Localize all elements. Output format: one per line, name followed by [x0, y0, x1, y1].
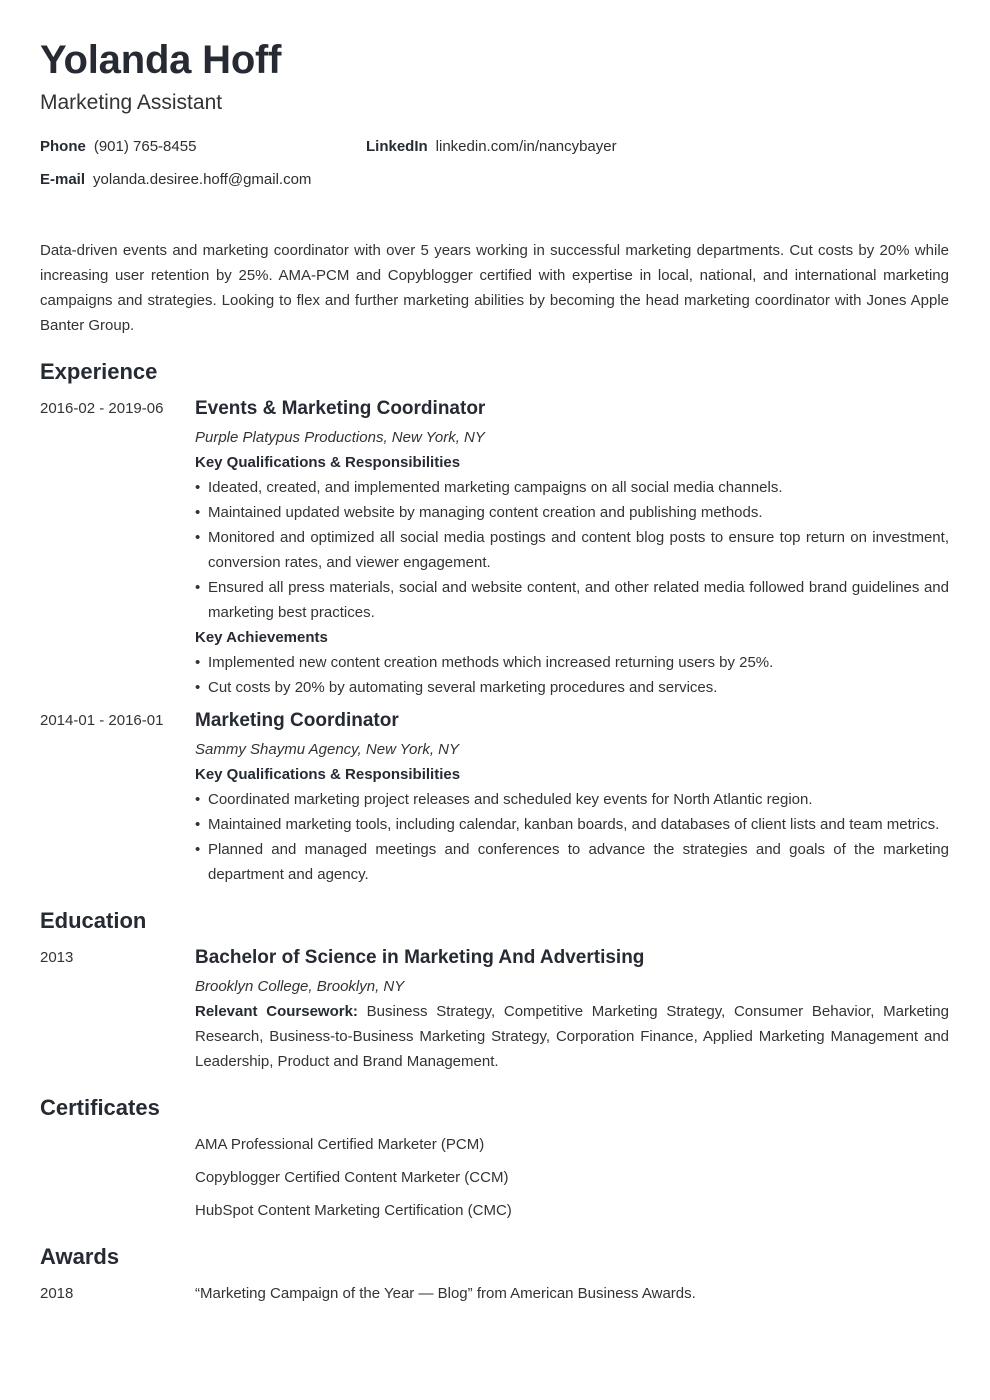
- entry-body: [195, 945, 949, 1074]
- list-item: • Maintained marketing tools, including calendar, kanban boards, and databases of client lists and team metrics.: [195, 812, 949, 837]
- certificates-list: [40, 1132, 949, 1223]
- achievements-list: [195, 650, 949, 700]
- contact-linkedin: [366, 138, 617, 155]
- qualifications-list: [195, 787, 949, 887]
- entry-title: Marketing Coordinator: [195, 710, 399, 731]
- linkedin-label: LinkedIn: [366, 138, 428, 155]
- section-title-certificates: Certificates: [40, 1095, 160, 1120]
- list-item: • Implemented new content creation methods which increased returning users by 25%.: [195, 650, 949, 675]
- experience-entry: [40, 708, 949, 887]
- coursework-text: Business Strategy, Competitive Marketing Strategy, Consumer Behavior, Marketing Research, Business-to-Business Marketing Strategy, Corporation Finance, Applied Marketing Management and Leadership, Product and Brand Management.: [195, 1003, 949, 1070]
- list-item: • Ensured all press materials, social and website content, and other related media followed brand guidelines and marketing best practices.: [195, 575, 949, 625]
- entry-company: Purple Platypus Productions, New York, NY: [195, 429, 485, 446]
- award-year: 2018: [40, 1285, 74, 1302]
- list-item: HubSpot Content Marketing Certification (CMC): [195, 1202, 512, 1219]
- list-item: Copyblogger Certified Content Marketer (CCM): [195, 1169, 509, 1186]
- contact-phone: [40, 138, 196, 155]
- degree-title: Bachelor of Science in Marketing And Advertising: [195, 947, 645, 968]
- list-item: • Planned and managed meetings and conferences to advance the strategies and goals of the marketing department and agency.: [195, 837, 949, 887]
- phone-value: (901) 765-8455: [93, 138, 197, 155]
- list-item: • Ideated, created, and implemented marketing campaigns on all social media channels.: [195, 475, 949, 500]
- education-entry: [40, 945, 949, 1074]
- entry-company: Sammy Shaymu Agency, New York, NY: [195, 741, 459, 758]
- entry-title: Events & Marketing Coordinator: [195, 398, 486, 419]
- entry-date: 2014-01 - 2016-01: [40, 712, 164, 729]
- entry-date: 2016-02 - 2019-06: [40, 400, 164, 417]
- section-title-education: Education: [40, 908, 147, 933]
- contact-info: [40, 138, 949, 208]
- candidate-name: Yolanda Hoff: [40, 38, 282, 82]
- linkedin-value[interactable]: linkedin.com/in/nancybayer: [435, 138, 617, 155]
- entry-date: 2013: [40, 949, 74, 966]
- award-text: “Marketing Campaign of the Year — Blog” from American Business Awards.: [195, 1285, 696, 1302]
- contact-email: [40, 171, 311, 188]
- coursework-label: Relevant Coursework:: [195, 1003, 358, 1020]
- achievements-heading: Key Achievements: [195, 629, 328, 646]
- email-value[interactable]: yolanda.desiree.hoff@gmail.com: [93, 171, 312, 188]
- entry-body: [195, 396, 949, 700]
- email-label: E-mail: [40, 171, 86, 188]
- experience-entry: [40, 396, 949, 700]
- qualifications-heading: Key Qualifications & Responsibilities: [195, 454, 461, 471]
- list-item: • Cut costs by 20% by automating several marketing procedures and services.: [195, 675, 949, 700]
- coursework: [195, 999, 949, 1074]
- summary-paragraph: Data-driven events and marketing coordinator with over 5 years working in successful marketing departments. Cut costs by 20% while increasing user retention by 25%. AMA-PCM and Copyblogger certified with expertise in local, national, and international marketing campaigns and strategies. Looking to flex and further marketing abilities by becoming the head marketing coordinator with Jones Apple Banter Group.: [40, 242, 949, 334]
- list-item: • Coordinated marketing project releases and scheduled key events for North Atlantic region.: [195, 787, 949, 812]
- section-title-experience: Experience: [40, 359, 158, 384]
- entry-body: [195, 708, 949, 887]
- list-item: • Maintained updated website by managing content creation and publishing methods.: [195, 500, 949, 525]
- list-item: • Monitored and optimized all social media postings and content blog posts to ensure top return on investment, conversion rates, and viewer engagement.: [195, 525, 949, 575]
- qualifications-heading: Key Qualifications & Responsibilities: [195, 766, 461, 783]
- qualifications-list: [195, 475, 949, 625]
- phone-label: Phone: [40, 138, 86, 155]
- list-item: AMA Professional Certified Marketer (PCM): [195, 1136, 485, 1153]
- job-title: Marketing Assistant: [40, 91, 223, 114]
- section-title-awards: Awards: [40, 1244, 120, 1269]
- school-name: Brooklyn College, Brooklyn, NY: [195, 978, 405, 995]
- award-entry: [40, 1281, 949, 1306]
